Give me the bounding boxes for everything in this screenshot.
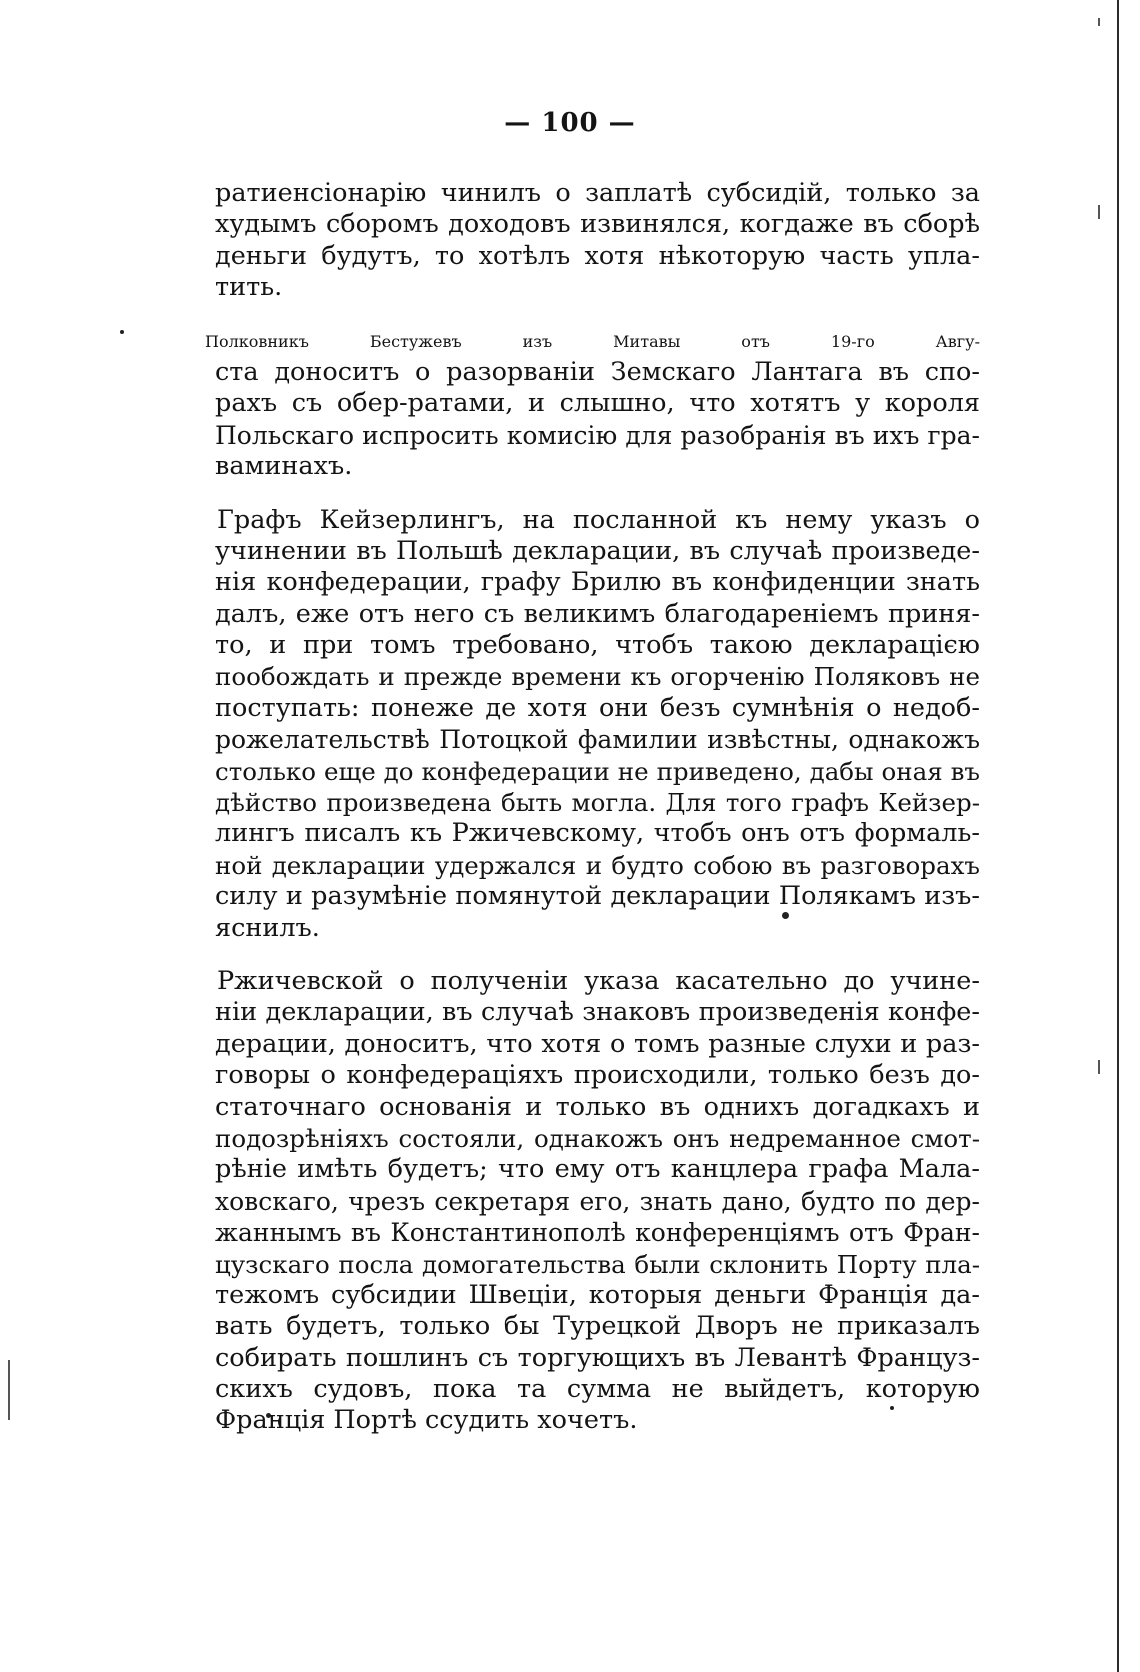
text-line: Полковникъ Бестужевъ изъ Митавы отъ 19-го Авгу-: [205, 331, 980, 351]
text-line: деньги будутъ, то хотѣлъ хотя нѣкоторую часть упла-: [215, 240, 980, 271]
text-line: жаннымъ въ Константинополѣ конференціямъ отъ Фран-: [215, 1218, 980, 1248]
text-line: рѣніе имѣть будетъ; что ему отъ канцлера графа Мала-: [215, 1154, 980, 1185]
text-line: нія конфедерации, графу Брилю въ конфиденции знать: [215, 567, 980, 598]
text-line: пообождать и прежде времени къ огорченію Поляковъ не: [215, 662, 980, 692]
paragraph: [205, 326, 980, 483]
paragraph: [215, 178, 980, 304]
ink-speck: [120, 330, 124, 334]
margin-mark: [1098, 205, 1100, 219]
paragraph: [215, 966, 980, 1437]
body-text: [205, 178, 980, 1459]
text-line: силу и разумѣніе помянутой декларации Полякамъ изъ-: [215, 881, 980, 912]
text-line: цузскаго посла домогательства были склонить Порту пла-: [215, 1249, 980, 1279]
text-line: ваминахъ.: [215, 451, 353, 482]
text-line: ховскаго, чрезъ секретаря его, знать дано, будто по дер-: [215, 1186, 980, 1216]
margin-mark: [8, 1360, 10, 1420]
text-line: статочнаго основанія и только въ однихъ догадкахъ и: [215, 1091, 980, 1122]
text-line: поступать: понеже де хотя они безъ сумнѣнія о недоб-: [215, 692, 980, 723]
text-line: собирать пошлинъ съ торгующихъ въ Левантѣ Француз-: [215, 1342, 980, 1373]
text-line: вать будетъ, только бы Турецкой Дворъ не приказалъ: [215, 1311, 980, 1342]
text-line: рожелательствѣ Потоцкой фамилии извѣстны, однакожъ: [215, 725, 980, 755]
text-line: тежомъ субсидии Швеціи, которыя деньги Франція да-: [215, 1279, 980, 1310]
text-line: скихъ судовъ, пока та сумма не выйдетъ, которую: [215, 1374, 980, 1405]
text-line: худымъ сборомъ доходовъ извинялся, когдаже въ сборѣ: [215, 209, 980, 240]
text-line: Франція Портѣ ссудить хочетъ.: [215, 1405, 638, 1436]
text-line: далъ, еже отъ него съ великимъ благодареніемъ приня-: [215, 598, 980, 629]
margin-mark: [1098, 18, 1100, 26]
text-line: лингъ писалъ къ Ржичевскому, чтобъ онъ отъ формаль-: [215, 818, 980, 849]
text-line: Ржичевской о полученіи указа касательно до учине-: [217, 965, 980, 996]
text-line: ной декларации удержался и будто собою въ разговорахъ: [215, 850, 980, 880]
text-line: тить.: [215, 272, 283, 303]
text-line: дѣйство произведена быть могла. Для того графъ Кейзер-: [215, 788, 980, 818]
text-line: столько еще до конфедерации не приведено, дабы оная въ: [215, 756, 980, 786]
text-line: говоры о конфедераціяхъ происходили, только безъ до-: [215, 1060, 980, 1091]
text-line: Польскаго испросить комисію для разобранія въ ихъ гра-: [215, 420, 980, 450]
paragraph: [215, 505, 980, 944]
text-line: ста доноситъ о разорваніи Земскаго Лантага въ спо-: [215, 356, 980, 387]
text-line: учинении въ Польшѣ декларации, въ случаѣ произведе-: [215, 535, 980, 566]
text-line: Графъ Кейзерлингъ, на посланной къ нему указъ о: [217, 504, 980, 535]
text-line: рахъ съ обер-ратами, и слышно, что хотятъ у короля: [215, 388, 980, 419]
text-line: подозрѣніяхъ состояли, однакожъ онъ недреманное смот-: [215, 1123, 980, 1153]
text-line: ніи декларации, въ случаѣ знаковъ произведенія конфе-: [215, 997, 980, 1028]
text-line: дерации, доноситъ, что хотя о томъ разные слухи и раз-: [215, 1028, 980, 1059]
page-number: — 100 —: [504, 108, 636, 138]
margin-mark: [1098, 1060, 1100, 1074]
page-edge-line: [1117, 0, 1119, 1672]
text-line: яснилъ.: [215, 912, 320, 943]
text-line: то, и при томъ требовано, чтобъ такою декларацією: [215, 630, 980, 661]
text-line: ратиенсіонарію чинилъ о заплатѣ субсидій, только за: [215, 178, 980, 208]
